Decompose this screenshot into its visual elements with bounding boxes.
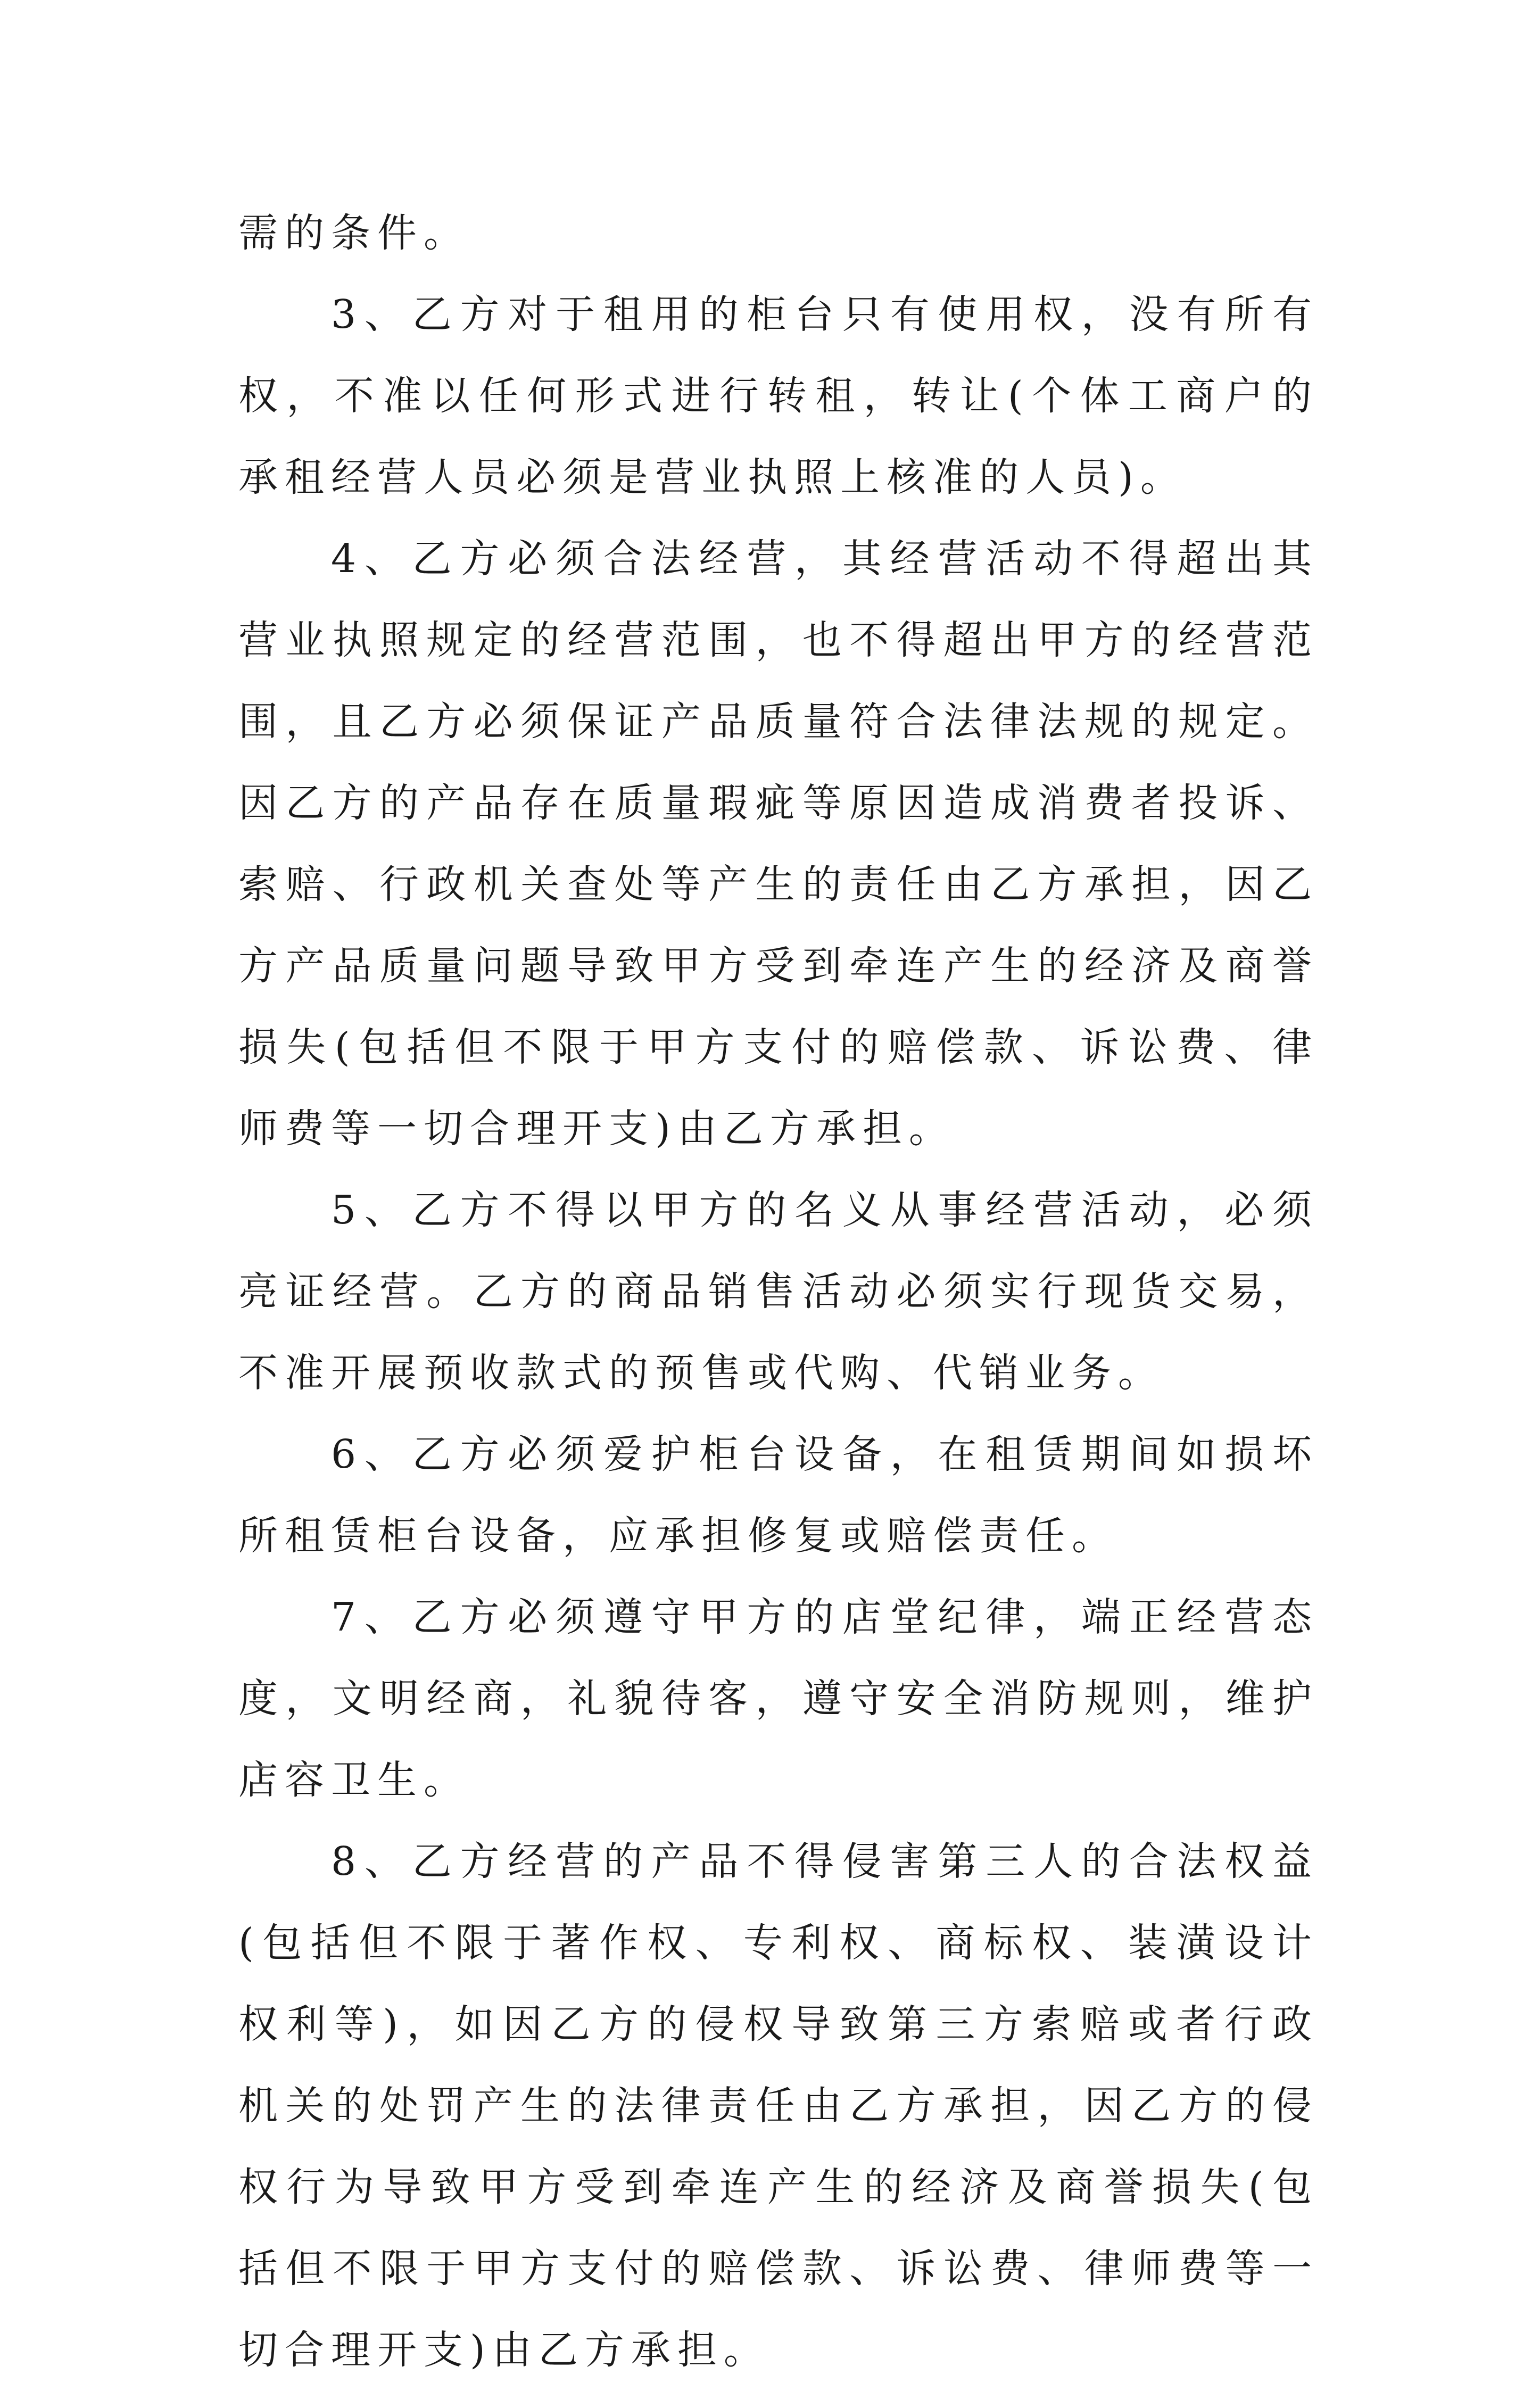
paragraph-clause-5: 5、乙方不得以甲方的名义从事经营活动，必须亮证经营。乙方的商品销售活动必须实行现货交易，不准开展预收款式的预售或代购、代销业务。 — [238, 1187, 1319, 1396]
paragraph-clause-3: 3、乙方对于租用的柜台只有使用权，没有所有权，不准以任何形式进行转租，转让(个体工商户的承租经营人员必须是营业执照上核准的人员)。 — [238, 292, 1319, 500]
document-body — [238, 193, 1319, 2391]
paragraph-clause-6: 6、乙方必须爱护柜台设备，在租赁期间如损坏所租赁柜台设备，应承担修复或赔偿责任。 — [238, 1432, 1319, 1559]
paragraph-clause-4: 4、乙方必须合法经营，其经营活动不得超出其营业执照规定的经营范围，也不得超出甲方的经营范围，且乙方必须保证产品质量符合法律法规的规定。因乙方的产品存在质量瑕疵等原因造成消费者投诉、索赔、行政机关查处等产生的责任由乙方承担，因乙方产品质量问题导致甲方受到牵连产生的经济及商誉损失(包括但不限于甲方支付的赔偿款、诉讼费、律师费等一切合理开支)由乙方承担。 — [238, 536, 1319, 1152]
paragraph-continuation: 需的条件。 — [238, 210, 470, 256]
paragraph-clause-7: 7、乙方必须遵守甲方的店堂纪律，端正经营态度，文明经商，礼貌待客，遵守安全消防规则，维护店容卫生。 — [238, 1594, 1319, 1803]
paragraph-clause-8: 8、乙方经营的产品不得侵害第三人的合法权益(包括但不限于著作权、专利权、商标权、装潢设计权利等)，如因乙方的侵权导致第三方索赔或者行政机关的处罚产生的法律责任由乙方承担，因乙方的侵权行为导致甲方受到牵连产生的经济及商誉损失(包括但不限于甲方支付的赔偿款、诉讼费、律师费等一切合理开支)由乙方承担。 — [238, 1839, 1319, 2373]
